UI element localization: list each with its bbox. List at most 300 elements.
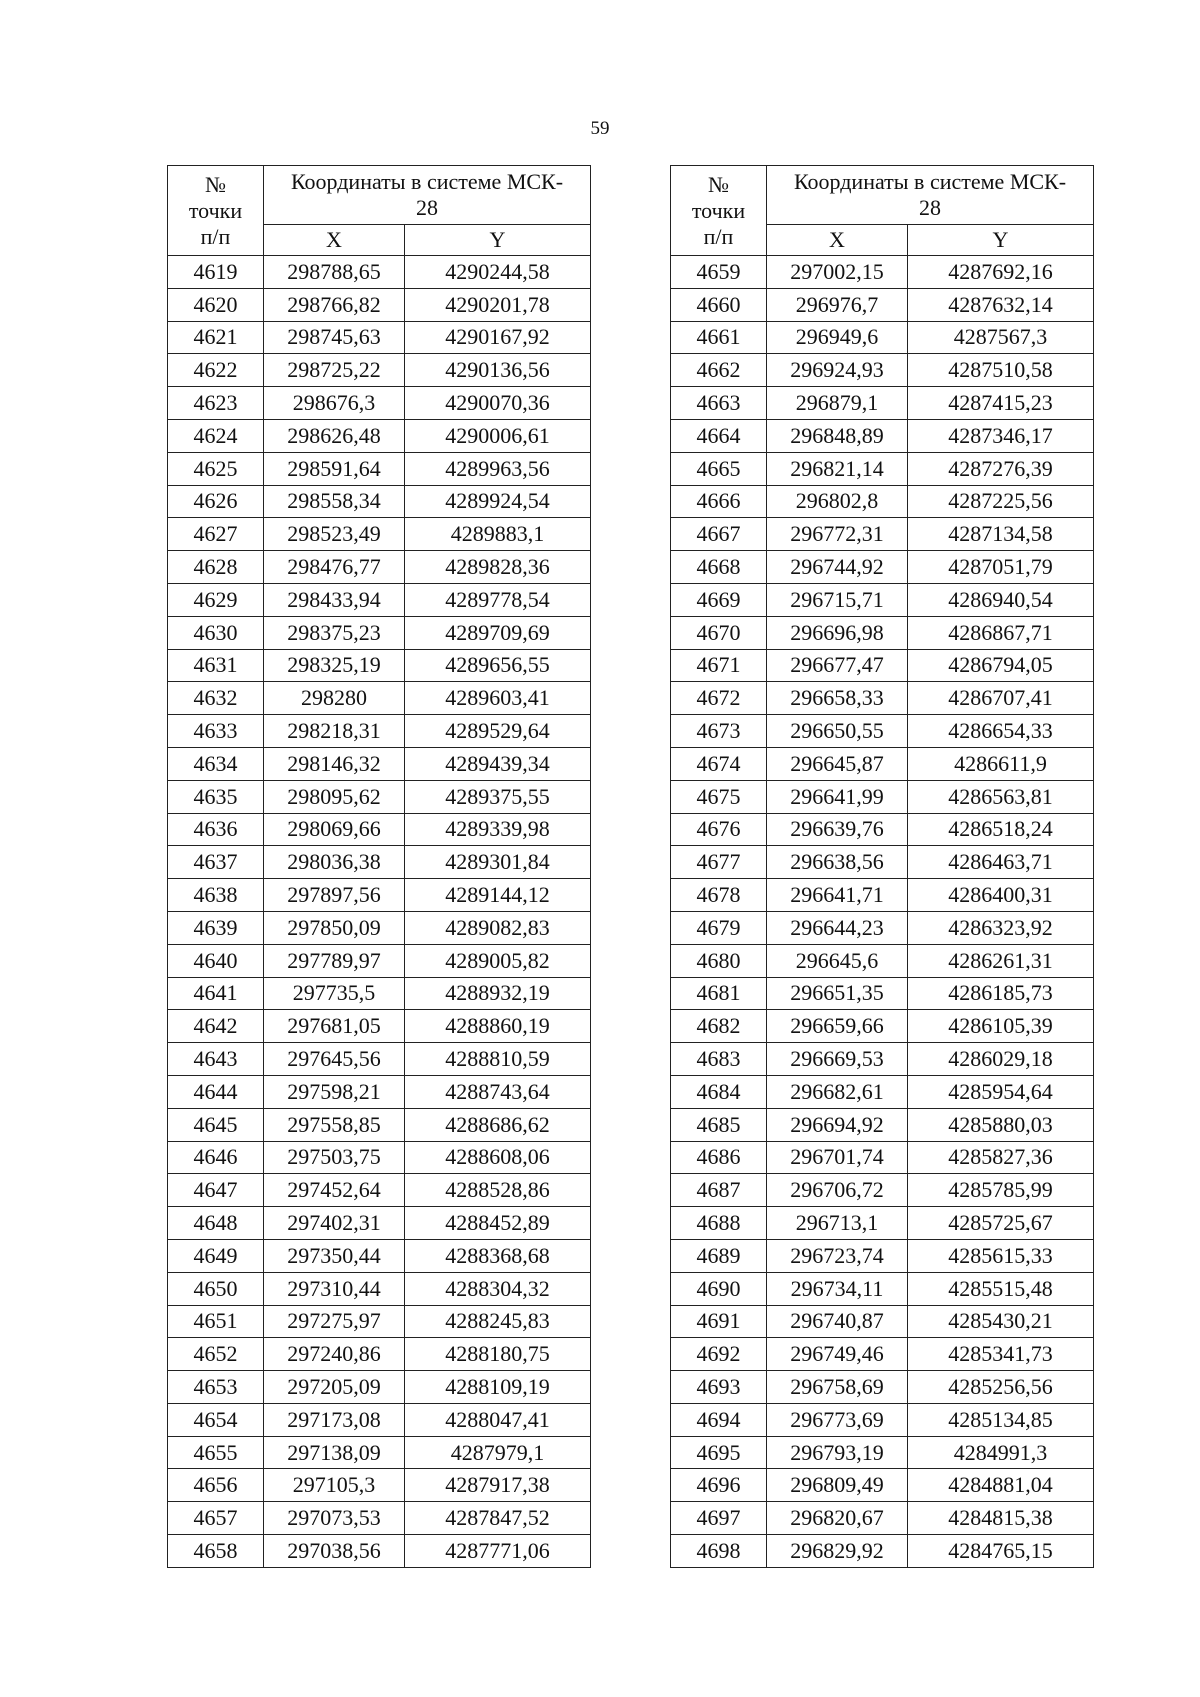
cell-y: 4284765,15: [908, 1535, 1094, 1568]
cell-point-number: 4627: [168, 518, 264, 551]
cell-y: 4290167,92: [405, 321, 591, 354]
cell-x: 296645,87: [767, 747, 908, 780]
table-row: [671, 1469, 1094, 1502]
table-row: [671, 1043, 1094, 1076]
table-row: [168, 1305, 591, 1338]
cell-point-number: 4623: [168, 387, 264, 420]
table-row: [671, 1371, 1094, 1404]
table-row: [168, 1141, 591, 1174]
table-row: [168, 780, 591, 813]
table-row: [671, 1239, 1094, 1272]
cell-x: 298476,77: [264, 551, 405, 584]
cell-y: 4287632,14: [908, 288, 1094, 321]
table-row: [168, 387, 591, 420]
cell-point-number: 4674: [671, 747, 767, 780]
cell-point-number: 4669: [671, 583, 767, 616]
cell-x: 297789,97: [264, 944, 405, 977]
cell-point-number: 4639: [168, 911, 264, 944]
cell-y: 4290006,61: [405, 419, 591, 452]
table-row: [671, 583, 1094, 616]
cell-x: 298788,65: [264, 256, 405, 289]
header-x: X: [264, 225, 405, 256]
table-row: [671, 1436, 1094, 1469]
cell-x: 296638,56: [767, 846, 908, 879]
cell-x: 296659,66: [767, 1010, 908, 1043]
table-row: [671, 1141, 1094, 1174]
table-row: [168, 551, 591, 584]
cell-point-number: 4652: [168, 1338, 264, 1371]
cell-point-number: 4678: [671, 879, 767, 912]
cell-x: 296924,93: [767, 354, 908, 387]
cell-x: 297503,75: [264, 1141, 405, 1174]
cell-y: 4288245,83: [405, 1305, 591, 1338]
table-row: [671, 715, 1094, 748]
cell-x: 297240,86: [264, 1338, 405, 1371]
cell-point-number: 4691: [671, 1305, 767, 1338]
cell-x: 296696,98: [767, 616, 908, 649]
cell-y: 4286323,92: [908, 911, 1094, 944]
cell-x: 296658,33: [767, 682, 908, 715]
cell-point-number: 4643: [168, 1043, 264, 1076]
header-y: Y: [405, 225, 591, 256]
cell-x: 298558,34: [264, 485, 405, 518]
cell-point-number: 4683: [671, 1043, 767, 1076]
cell-y: 4287771,06: [405, 1535, 591, 1568]
cell-x: 296641,99: [767, 780, 908, 813]
cell-point-number: 4696: [671, 1469, 767, 1502]
cell-x: 296744,92: [767, 551, 908, 584]
cell-y: 4288180,75: [405, 1338, 591, 1371]
header-coordinates-line: Координаты в системе МСК-: [793, 169, 1067, 194]
cell-x: 298036,38: [264, 846, 405, 879]
cell-point-number: 4695: [671, 1436, 767, 1469]
table-row: [168, 256, 591, 289]
table-row: [168, 321, 591, 354]
cell-point-number: 4635: [168, 780, 264, 813]
cell-point-number: 4670: [671, 616, 767, 649]
table-row: [671, 288, 1094, 321]
cell-x: 298325,19: [264, 649, 405, 682]
cell-x: 296701,74: [767, 1141, 908, 1174]
cell-point-number: 4628: [168, 551, 264, 584]
header-point-number-line: точки: [691, 197, 746, 223]
cell-y: 4285256,56: [908, 1371, 1094, 1404]
cell-point-number: 4657: [168, 1502, 264, 1535]
cell-x: 296879,1: [767, 387, 908, 420]
cell-point-number: 4636: [168, 813, 264, 846]
cell-y: 4289778,54: [405, 583, 591, 616]
cell-point-number: 4648: [168, 1207, 264, 1240]
table-row: [168, 1436, 591, 1469]
table-row: [671, 1403, 1094, 1436]
cell-y: 4288304,32: [405, 1272, 591, 1305]
cell-point-number: 4634: [168, 747, 264, 780]
cell-y: 4286794,05: [908, 649, 1094, 682]
cell-point-number: 4637: [168, 846, 264, 879]
cell-x: 296976,7: [767, 288, 908, 321]
cell-point-number: 4675: [671, 780, 767, 813]
cell-y: 4289375,55: [405, 780, 591, 813]
table-row: [671, 419, 1094, 452]
coordinates-table-right: [670, 165, 1094, 1568]
cell-x: 297735,5: [264, 977, 405, 1010]
header-coordinates-line: 28: [416, 195, 438, 220]
cell-x: 297645,56: [264, 1043, 405, 1076]
table-row: [168, 715, 591, 748]
cell-point-number: 4677: [671, 846, 767, 879]
table-row: [671, 1174, 1094, 1207]
cell-x: 297038,56: [264, 1535, 405, 1568]
cell-y: 4286707,41: [908, 682, 1094, 715]
table-row: [671, 1075, 1094, 1108]
table-row: [168, 616, 591, 649]
table-row: [168, 1272, 591, 1305]
cell-point-number: 4668: [671, 551, 767, 584]
cell-y: 4285785,99: [908, 1174, 1094, 1207]
cell-y: 4285341,73: [908, 1338, 1094, 1371]
table-row: [671, 321, 1094, 354]
table-row: [671, 1207, 1094, 1240]
cell-x: 296682,61: [767, 1075, 908, 1108]
cell-x: 296644,23: [767, 911, 908, 944]
cell-point-number: 4660: [671, 288, 767, 321]
table-row: [671, 879, 1094, 912]
table-row: [168, 747, 591, 780]
cell-y: 4288047,41: [405, 1403, 591, 1436]
table-row: [671, 846, 1094, 879]
cell-point-number: 4644: [168, 1075, 264, 1108]
table-row: [671, 354, 1094, 387]
table-row: [671, 551, 1094, 584]
cell-x: 298146,32: [264, 747, 405, 780]
cell-y: 4288686,62: [405, 1108, 591, 1141]
cell-y: 4284881,04: [908, 1469, 1094, 1502]
cell-y: 4285430,21: [908, 1305, 1094, 1338]
table-row: [168, 1207, 591, 1240]
cell-point-number: 4697: [671, 1502, 767, 1535]
table-row: [168, 1371, 591, 1404]
cell-y: 4289301,84: [405, 846, 591, 879]
cell-point-number: 4684: [671, 1075, 767, 1108]
cell-point-number: 4692: [671, 1338, 767, 1371]
cell-point-number: 4658: [168, 1535, 264, 1568]
cell-point-number: 4632: [168, 682, 264, 715]
table-row: [168, 1403, 591, 1436]
cell-y: 4290136,56: [405, 354, 591, 387]
cell-x: 297275,97: [264, 1305, 405, 1338]
cell-y: 4288932,19: [405, 977, 591, 1010]
table-row: [168, 1174, 591, 1207]
table-row: [168, 1010, 591, 1043]
cell-y: 4286029,18: [908, 1043, 1094, 1076]
cell-x: 296793,19: [767, 1436, 908, 1469]
cell-x: 297105,3: [264, 1469, 405, 1502]
cell-point-number: 4629: [168, 583, 264, 616]
cell-point-number: 4619: [168, 256, 264, 289]
cell-point-number: 4694: [671, 1403, 767, 1436]
table-row: [671, 1305, 1094, 1338]
table-row: [168, 419, 591, 452]
cell-x: 298433,94: [264, 583, 405, 616]
cell-y: 4286463,71: [908, 846, 1094, 879]
cell-x: 297205,09: [264, 1371, 405, 1404]
cell-x: 296848,89: [767, 419, 908, 452]
cell-y: 4288368,68: [405, 1239, 591, 1272]
header-coordinates-line: Координаты в системе МСК-: [290, 169, 564, 194]
cell-y: 4286185,73: [908, 977, 1094, 1010]
header-point-number: [168, 166, 264, 256]
table-row: [671, 616, 1094, 649]
cell-point-number: 4685: [671, 1108, 767, 1141]
cell-point-number: 4663: [671, 387, 767, 420]
cell-y: 4287051,79: [908, 551, 1094, 584]
header-coordinates-line: 28: [919, 195, 941, 220]
cell-x: 298626,48: [264, 419, 405, 452]
cell-y: 4287276,39: [908, 452, 1094, 485]
cell-x: 297452,64: [264, 1174, 405, 1207]
cell-x: 298280: [264, 682, 405, 715]
header-x: X: [767, 225, 908, 256]
table-row: [168, 1338, 591, 1371]
cell-y: 4288743,64: [405, 1075, 591, 1108]
cell-y: 4289656,55: [405, 649, 591, 682]
table-row: [168, 1108, 591, 1141]
cell-point-number: 4690: [671, 1272, 767, 1305]
cell-x: 296749,46: [767, 1338, 908, 1371]
cell-x: 297002,15: [767, 256, 908, 289]
cell-y: 4284815,38: [908, 1502, 1094, 1535]
cell-x: 297173,08: [264, 1403, 405, 1436]
cell-point-number: 4654: [168, 1403, 264, 1436]
cell-x: 296639,76: [767, 813, 908, 846]
cell-point-number: 4661: [671, 321, 767, 354]
cell-point-number: 4665: [671, 452, 767, 485]
cell-y: 4290070,36: [405, 387, 591, 420]
cell-point-number: 4624: [168, 419, 264, 452]
cell-y: 4289005,82: [405, 944, 591, 977]
cell-x: 297350,44: [264, 1239, 405, 1272]
table-row: [671, 1272, 1094, 1305]
table-row: [671, 1535, 1094, 1568]
cell-point-number: 4672: [671, 682, 767, 715]
cell-point-number: 4680: [671, 944, 767, 977]
cell-x: 297897,56: [264, 879, 405, 912]
cell-y: 4288452,89: [405, 1207, 591, 1240]
cell-x: 296820,67: [767, 1502, 908, 1535]
cell-x: 298523,49: [264, 518, 405, 551]
cell-point-number: 4698: [671, 1535, 767, 1568]
table-row: [168, 354, 591, 387]
cell-x: 296669,53: [767, 1043, 908, 1076]
cell-x: 296694,92: [767, 1108, 908, 1141]
cell-x: 296734,11: [767, 1272, 908, 1305]
cell-x: 297558,85: [264, 1108, 405, 1141]
cell-y: 4290244,58: [405, 256, 591, 289]
cell-x: 296645,6: [767, 944, 908, 977]
header-point-number-line: п/п: [703, 223, 734, 249]
table-body: [671, 256, 1094, 1568]
cell-x: 297850,09: [264, 911, 405, 944]
cell-y: 4287847,52: [405, 1502, 591, 1535]
cell-x: 297073,53: [264, 1502, 405, 1535]
cell-x: 297310,44: [264, 1272, 405, 1305]
cell-point-number: 4687: [671, 1174, 767, 1207]
cell-point-number: 4647: [168, 1174, 264, 1207]
header-point-number-line: №: [205, 171, 226, 197]
cell-y: 4285515,48: [908, 1272, 1094, 1305]
cell-y: 4287134,58: [908, 518, 1094, 551]
cell-point-number: 4689: [671, 1239, 767, 1272]
cell-x: 297681,05: [264, 1010, 405, 1043]
table-row: [671, 452, 1094, 485]
cell-point-number: 4667: [671, 518, 767, 551]
cell-x: 298591,64: [264, 452, 405, 485]
header-coordinates: [264, 166, 591, 225]
table-row: [671, 1108, 1094, 1141]
cell-y: 4286611,9: [908, 747, 1094, 780]
cell-y: 4287415,23: [908, 387, 1094, 420]
cell-x: 296740,87: [767, 1305, 908, 1338]
cell-point-number: 4620: [168, 288, 264, 321]
cell-x: 296641,71: [767, 879, 908, 912]
table-row: [671, 649, 1094, 682]
header-point-number-line: п/п: [200, 223, 231, 249]
table-row: [168, 485, 591, 518]
cell-x: 296677,47: [767, 649, 908, 682]
table-row: [671, 780, 1094, 813]
cell-y: 4290201,78: [405, 288, 591, 321]
table-body: [168, 256, 591, 1568]
cell-y: 4287567,3: [908, 321, 1094, 354]
cell-x: 296706,72: [767, 1174, 908, 1207]
coordinates-table-left: [167, 165, 591, 1568]
table-row: [168, 649, 591, 682]
table-row: [168, 288, 591, 321]
cell-point-number: 4650: [168, 1272, 264, 1305]
cell-y: 4285725,67: [908, 1207, 1094, 1240]
cell-point-number: 4621: [168, 321, 264, 354]
cell-x: 297598,21: [264, 1075, 405, 1108]
cell-x: 296949,6: [767, 321, 908, 354]
table-row: [168, 879, 591, 912]
cell-y: 4289709,69: [405, 616, 591, 649]
table-row: [168, 944, 591, 977]
cell-y: 4285880,03: [908, 1108, 1094, 1141]
cell-y: 4289883,1: [405, 518, 591, 551]
table-row: [168, 583, 591, 616]
cell-y: 4286261,31: [908, 944, 1094, 977]
header-coordinates: [767, 166, 1094, 225]
cell-y: 4289082,83: [405, 911, 591, 944]
cell-y: 4287510,58: [908, 354, 1094, 387]
cell-y: 4286563,81: [908, 780, 1094, 813]
cell-x: 298745,63: [264, 321, 405, 354]
cell-point-number: 4626: [168, 485, 264, 518]
cell-point-number: 4679: [671, 911, 767, 944]
cell-y: 4286654,33: [908, 715, 1094, 748]
cell-y: 4289963,56: [405, 452, 591, 485]
cell-point-number: 4653: [168, 1371, 264, 1404]
cell-x: 298766,82: [264, 288, 405, 321]
cell-y: 4285134,85: [908, 1403, 1094, 1436]
table-row: [168, 911, 591, 944]
table-row: [671, 682, 1094, 715]
table-row: [671, 944, 1094, 977]
table-row: [671, 485, 1094, 518]
table-row: [168, 518, 591, 551]
cell-y: 4287225,56: [908, 485, 1094, 518]
cell-point-number: 4682: [671, 1010, 767, 1043]
cell-point-number: 4666: [671, 485, 767, 518]
cell-y: 4286105,39: [908, 1010, 1094, 1043]
cell-point-number: 4641: [168, 977, 264, 1010]
cell-point-number: 4630: [168, 616, 264, 649]
cell-y: 4288528,86: [405, 1174, 591, 1207]
cell-x: 296723,74: [767, 1239, 908, 1272]
table-row: [168, 452, 591, 485]
cell-point-number: 4651: [168, 1305, 264, 1338]
cell-y: 4287692,16: [908, 256, 1094, 289]
table-row: [168, 1239, 591, 1272]
table-row: [168, 813, 591, 846]
cell-point-number: 4638: [168, 879, 264, 912]
cell-point-number: 4656: [168, 1469, 264, 1502]
cell-y: 4289603,41: [405, 682, 591, 715]
cell-y: 4287917,38: [405, 1469, 591, 1502]
cell-x: 296773,69: [767, 1403, 908, 1436]
cell-point-number: 4664: [671, 419, 767, 452]
cell-y: 4287979,1: [405, 1436, 591, 1469]
table-row: [671, 387, 1094, 420]
cell-y: 4286940,54: [908, 583, 1094, 616]
table-row: [168, 1535, 591, 1568]
cell-y: 4288608,06: [405, 1141, 591, 1174]
cell-point-number: 4676: [671, 813, 767, 846]
cell-point-number: 4662: [671, 354, 767, 387]
cell-y: 4288109,19: [405, 1371, 591, 1404]
table-row: [671, 911, 1094, 944]
cell-y: 4289439,34: [405, 747, 591, 780]
table-row: [671, 1010, 1094, 1043]
cell-y: 4286518,24: [908, 813, 1094, 846]
cell-y: 4287346,17: [908, 419, 1094, 452]
cell-x: 298676,3: [264, 387, 405, 420]
cell-x: 296772,31: [767, 518, 908, 551]
cell-x: 296715,71: [767, 583, 908, 616]
cell-point-number: 4646: [168, 1141, 264, 1174]
table-row: [671, 256, 1094, 289]
cell-x: 298218,31: [264, 715, 405, 748]
cell-x: 296821,14: [767, 452, 908, 485]
table-row: [671, 1502, 1094, 1535]
cell-x: 296651,35: [767, 977, 908, 1010]
cell-point-number: 4681: [671, 977, 767, 1010]
cell-point-number: 4659: [671, 256, 767, 289]
cell-point-number: 4631: [168, 649, 264, 682]
cell-point-number: 4640: [168, 944, 264, 977]
cell-point-number: 4688: [671, 1207, 767, 1240]
cell-y: 4284991,3: [908, 1436, 1094, 1469]
table-row: [168, 1502, 591, 1535]
cell-y: 4289144,12: [405, 879, 591, 912]
cell-y: 4289828,36: [405, 551, 591, 584]
cell-x: 296829,92: [767, 1535, 908, 1568]
table-row: [671, 518, 1094, 551]
cell-point-number: 4671: [671, 649, 767, 682]
cell-x: 296713,1: [767, 1207, 908, 1240]
table-row: [168, 977, 591, 1010]
page-number: 59: [590, 118, 610, 139]
